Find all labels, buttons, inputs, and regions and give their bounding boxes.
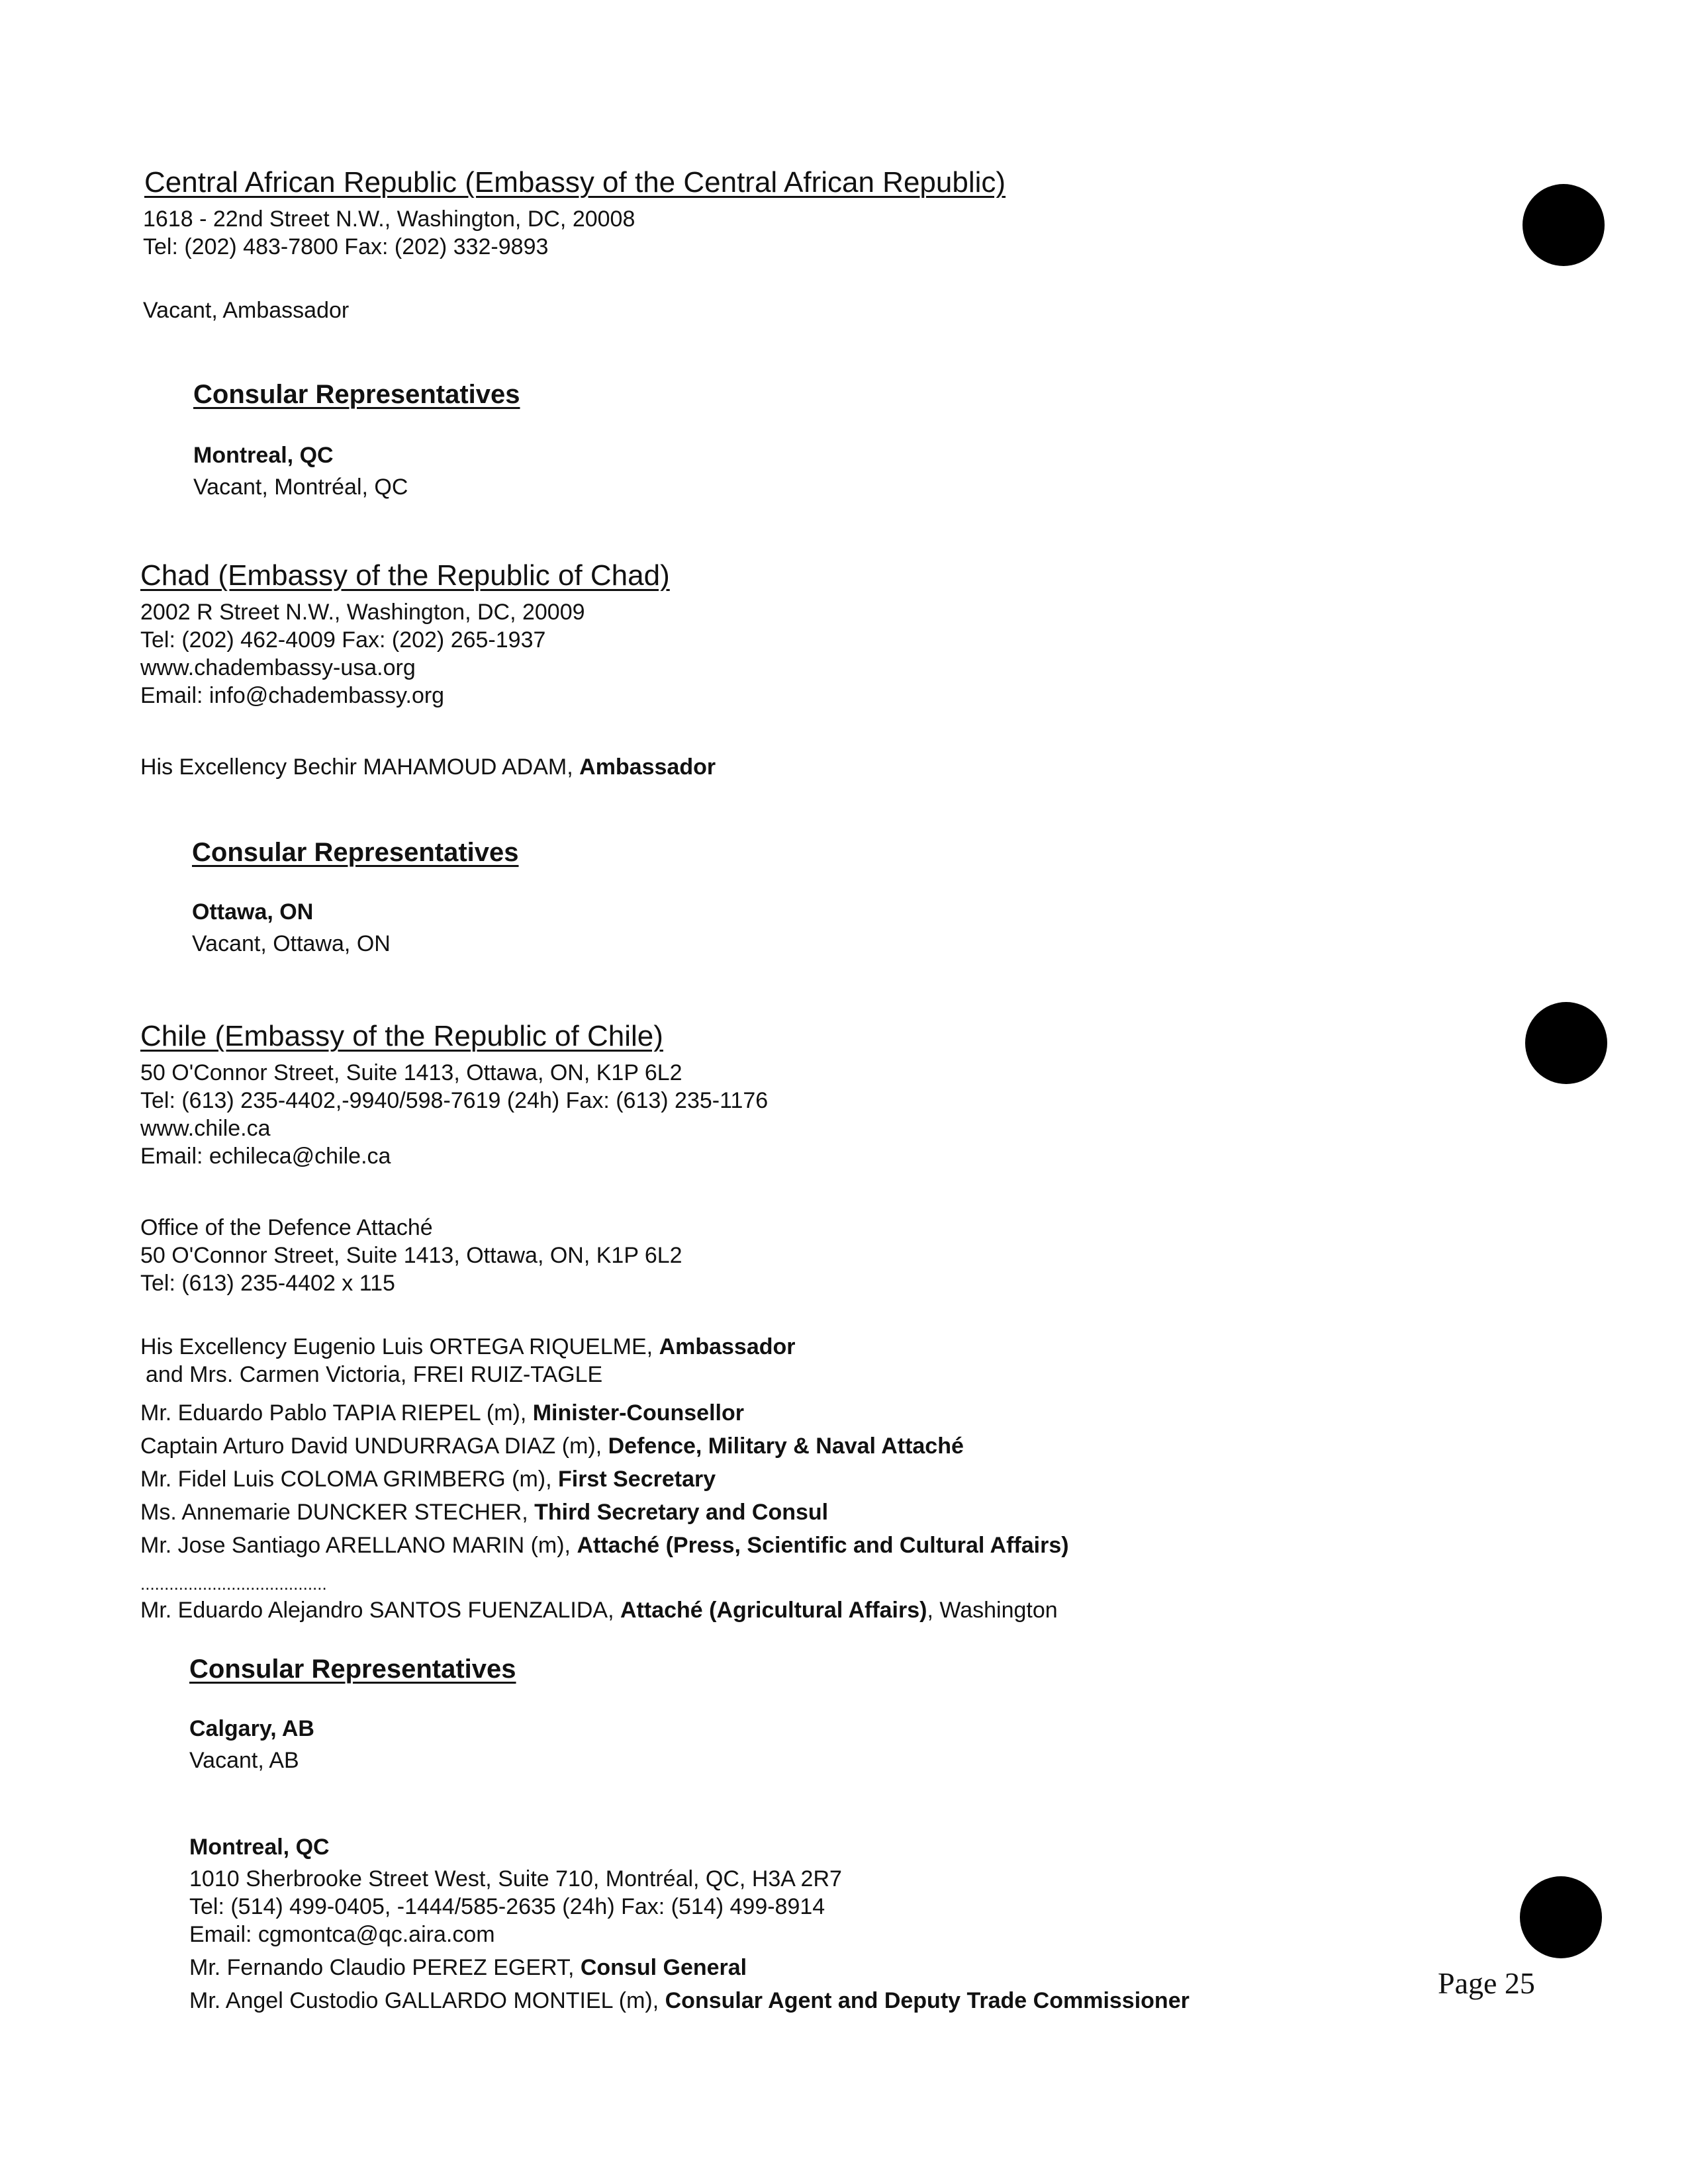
washington-staff-suffix: , Washington [927, 1598, 1058, 1623]
chile-calgary-city: Calgary, AB [189, 1716, 314, 1741]
chad-ambassador [140, 753, 716, 781]
chad-consular-city: Ottawa, ON [192, 899, 314, 925]
staff-title: Third Secretary and Consul [534, 1500, 829, 1525]
staff-title: Defence, Military & Naval Attaché [608, 1433, 964, 1459]
washington-staff-title: Attaché (Agricultural Affairs) [620, 1598, 927, 1623]
chile-ambassador [140, 1333, 796, 1388]
chile-tel: Tel: (613) 235-4402,-9940/598-7619 (24h) Fax: (613) 235-1176 [140, 1088, 769, 1113]
chile-email: Email: echileca@chile.ca [140, 1144, 391, 1169]
chile-address: 50 O'Connor Street, Suite 1413, Ottawa, ON, K1P 6L2 [140, 1060, 682, 1085]
chile-montreal-email: Email: cgmontca@qc.aira.com [189, 1922, 495, 1947]
chile-montreal-entry [189, 1833, 842, 1948]
staff-title: Consular Agent and Deputy Trade Commissioner [665, 1988, 1190, 2013]
chile-montreal-staff [189, 1951, 1190, 2017]
car-tel: Tel: (202) 483-7800 Fax: (202) 332-9893 [143, 234, 549, 259]
chile-calgary-text: Vacant, AB [189, 1748, 299, 1773]
car-consular-heading: Consular Representatives [193, 380, 520, 409]
chile-separator: ....................................... [140, 1574, 327, 1594]
montreal-staff-item [189, 1951, 1190, 1984]
chad-consular-entry [192, 896, 391, 960]
washington-staff-name: Mr. Eduardo Alejandro SANTOS FUENZALIDA, [140, 1598, 620, 1623]
staff-title: Consul General [580, 1955, 747, 1980]
chad-consular-text: Vacant, Ottawa, ON [192, 931, 391, 956]
chile-staff-list [140, 1396, 1069, 1562]
heading-central-african-republic: Central African Republic (Embassy of the Central African Republic) [144, 166, 1006, 199]
staff-title: Attaché (Press, Scientific and Cultural Affairs) [577, 1533, 1069, 1558]
chad-ambassador-name: His Excellency Bechir MAHAMOUD ADAM, [140, 754, 580, 780]
chile-staff-item [140, 1463, 1069, 1496]
heading-chad: Chad (Embassy of the Republic of Chad) [140, 559, 670, 592]
chile-staff-item [140, 1529, 1069, 1562]
staff-name: Mr. Angel Custodio GALLARDO MONTIEL (m), [189, 1988, 665, 2013]
binder-hole-bottom [1520, 1876, 1602, 1958]
chile-defence-address: 50 O'Connor Street, Suite 1413, Ottawa, ON, K1P 6L2 [140, 1243, 682, 1268]
chad-consular-heading: Consular Representatives [192, 838, 519, 867]
chile-ambassador-title: Ambassador [659, 1334, 796, 1359]
staff-name: Captain Arturo David UNDURRAGA DIAZ (m), [140, 1433, 608, 1459]
binder-hole-top [1523, 184, 1605, 266]
chile-staff-item [140, 1396, 1069, 1430]
chile-ambassador-spouse: and Mrs. Carmen Victoria, FREI RUIZ-TAGLE [146, 1362, 603, 1387]
car-address: 1618 - 22nd Street N.W., Washington, DC, 20008 [143, 206, 635, 232]
binder-hole-middle [1525, 1002, 1607, 1084]
staff-name: Mr. Jose Santiago ARELLANO MARIN (m), [140, 1533, 577, 1558]
staff-name: Ms. Annemarie DUNCKER STECHER, [140, 1500, 535, 1525]
chile-consular-heading: Consular Representatives [189, 1655, 516, 1684]
car-contact [143, 205, 635, 261]
chile-defence-office [140, 1214, 682, 1297]
chad-tel: Tel: (202) 462-4009 Fax: (202) 265-1937 [140, 627, 546, 653]
chile-staff-item [140, 1430, 1069, 1463]
car-consular-entry [193, 439, 408, 503]
car-consular-city: Montreal, QC [193, 443, 334, 468]
chile-montreal-address: 1010 Sherbrooke Street West, Suite 710, Montréal, QC, H3A 2R7 [189, 1866, 842, 1891]
chile-staff-item [140, 1496, 1069, 1529]
car-consular-text: Vacant, Montréal, QC [193, 475, 408, 500]
chile-washington-staff [140, 1596, 1058, 1624]
chile-website: www.chile.ca [140, 1116, 271, 1141]
staff-name: Mr. Fidel Luis COLOMA GRIMBERG (m), [140, 1467, 558, 1492]
staff-name: Mr. Eduardo Pablo TAPIA RIEPEL (m), [140, 1400, 533, 1426]
heading-chile: Chile (Embassy of the Republic of Chile) [140, 1020, 663, 1052]
chad-address: 2002 R Street N.W., Washington, DC, 20009 [140, 600, 585, 625]
page-number: Page 25 [1438, 1966, 1535, 2000]
chad-website: www.chadembassy-usa.org [140, 655, 416, 680]
chad-email: Email: info@chadembassy.org [140, 683, 445, 708]
car-ambassador: Vacant, Ambassador [143, 298, 350, 323]
chad-ambassador-title: Ambassador [579, 754, 716, 780]
staff-title: Minister-Counsellor [532, 1400, 744, 1426]
chile-defence-tel: Tel: (613) 235-4402 x 115 [140, 1271, 395, 1296]
chile-calgary-entry [189, 1713, 314, 1776]
chile-ambassador-name: His Excellency Eugenio Luis ORTEGA RIQUELME, [140, 1334, 659, 1359]
chile-ambassador-line [140, 1333, 796, 1361]
staff-title: First Secretary [557, 1467, 716, 1492]
chile-montreal-city: Montreal, QC [189, 1835, 330, 1860]
chile-defence-office-title: Office of the Defence Attaché [140, 1215, 433, 1240]
staff-name: Mr. Fernando Claudio PEREZ EGERT, [189, 1955, 581, 1980]
chile-montreal-tel: Tel: (514) 499-0405, -1444/585-2635 (24h) Fax: (514) 499-8914 [189, 1894, 825, 1919]
chad-contact [140, 598, 585, 709]
montreal-staff-item [189, 1984, 1190, 2017]
chile-contact [140, 1059, 768, 1170]
